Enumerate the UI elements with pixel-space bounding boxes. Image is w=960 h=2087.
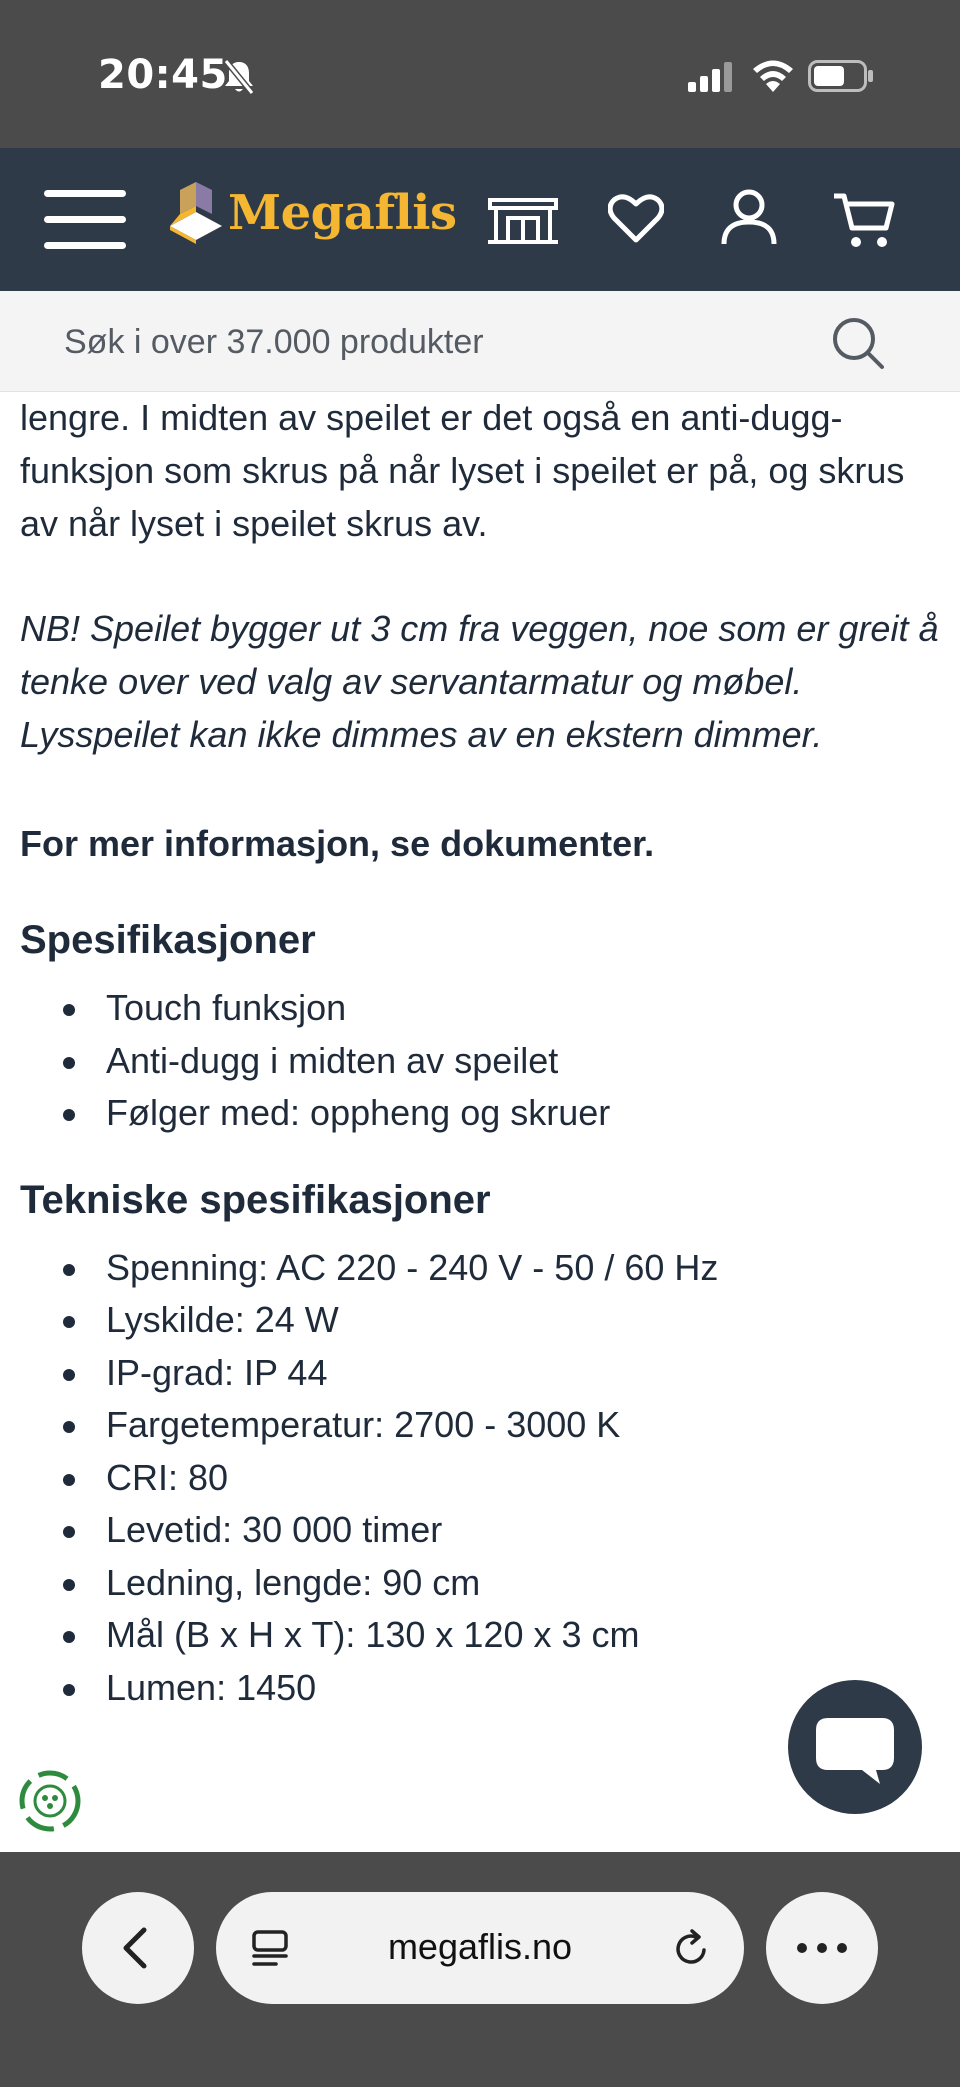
address-bar[interactable] <box>216 1892 744 2004</box>
wifi-icon <box>752 58 794 92</box>
list-item: Touch funksjon <box>20 982 940 1035</box>
list-item: CRI: 80 <box>20 1452 940 1505</box>
list-item: IP-grad: IP 44 <box>20 1347 940 1400</box>
list-item: Anti-dugg i midten av speilet <box>20 1035 940 1088</box>
note-paragraph: NB! Speilet bygger ut 3 cm fra veggen, noe som er greit å tenke over ved valg av servantarmatur og møbel. Lysspeilet kan ikke dimmes av en ekstern dimmer. <box>20 608 939 755</box>
product-description <box>20 391 940 1714</box>
status-bar <box>0 0 960 148</box>
menu-icon[interactable] <box>44 190 126 250</box>
signal-icon <box>688 62 734 92</box>
list-item: Mål (B x H x T): 130 x 120 x 3 cm <box>20 1609 940 1662</box>
search-bar <box>0 291 960 392</box>
tech-specs-list <box>20 1242 940 1715</box>
tech-specs-heading: Tekniske spesifikasjoner <box>20 1177 491 1222</box>
eco-badge-icon[interactable] <box>16 1767 84 1835</box>
list-item: Fargetemperatur: 2700 - 3000 K <box>20 1399 940 1452</box>
search-input[interactable] <box>62 317 826 367</box>
battery-icon <box>808 60 874 92</box>
specs-list <box>20 982 940 1140</box>
ellipsis-icon <box>766 1892 878 2004</box>
more-options-button[interactable] <box>766 1892 878 2004</box>
list-item: Spenning: AC 220 - 240 V - 50 / 60 Hz <box>20 1242 940 1295</box>
list-item: Levetid: 30 000 timer <box>20 1504 940 1557</box>
logo-mark-icon <box>170 180 222 246</box>
chat-button[interactable] <box>788 1680 922 1814</box>
description-paragraph: lengre. I midten av speilet er det også en anti-dugg-funksjon som skrus på når lyset i speilet er på, og skrus av når lyset i speilet skrus av. <box>20 397 905 544</box>
store-icon[interactable] <box>486 196 560 246</box>
search-icon[interactable] <box>830 315 886 371</box>
logo-text: Megaflis <box>228 185 457 241</box>
chat-icon <box>788 1680 922 1814</box>
user-icon[interactable] <box>720 188 778 246</box>
list-item: Følger med: oppheng og skruer <box>20 1087 940 1140</box>
url-text: megaflis.no <box>387 1926 573 1967</box>
specs-heading: Spesifikasjoner <box>20 918 316 962</box>
heart-icon[interactable] <box>608 192 664 244</box>
browser-toolbar <box>0 1852 960 2087</box>
site-header <box>0 148 960 291</box>
logo[interactable] <box>170 180 456 246</box>
more-info-text: For mer informasjon, se dokumenter. <box>20 823 655 864</box>
reload-icon[interactable] <box>672 1928 712 1968</box>
status-time: 20:45 <box>98 52 228 98</box>
cart-icon[interactable] <box>832 190 896 250</box>
list-item: Ledning, lengde: 90 cm <box>20 1557 940 1610</box>
list-item: Lyskilde: 24 W <box>20 1294 940 1347</box>
bell-off-icon <box>222 58 256 96</box>
back-button[interactable] <box>82 1892 194 2004</box>
chevron-left-icon <box>82 1892 194 2004</box>
list-item: Lumen: 1450 <box>20 1662 940 1715</box>
